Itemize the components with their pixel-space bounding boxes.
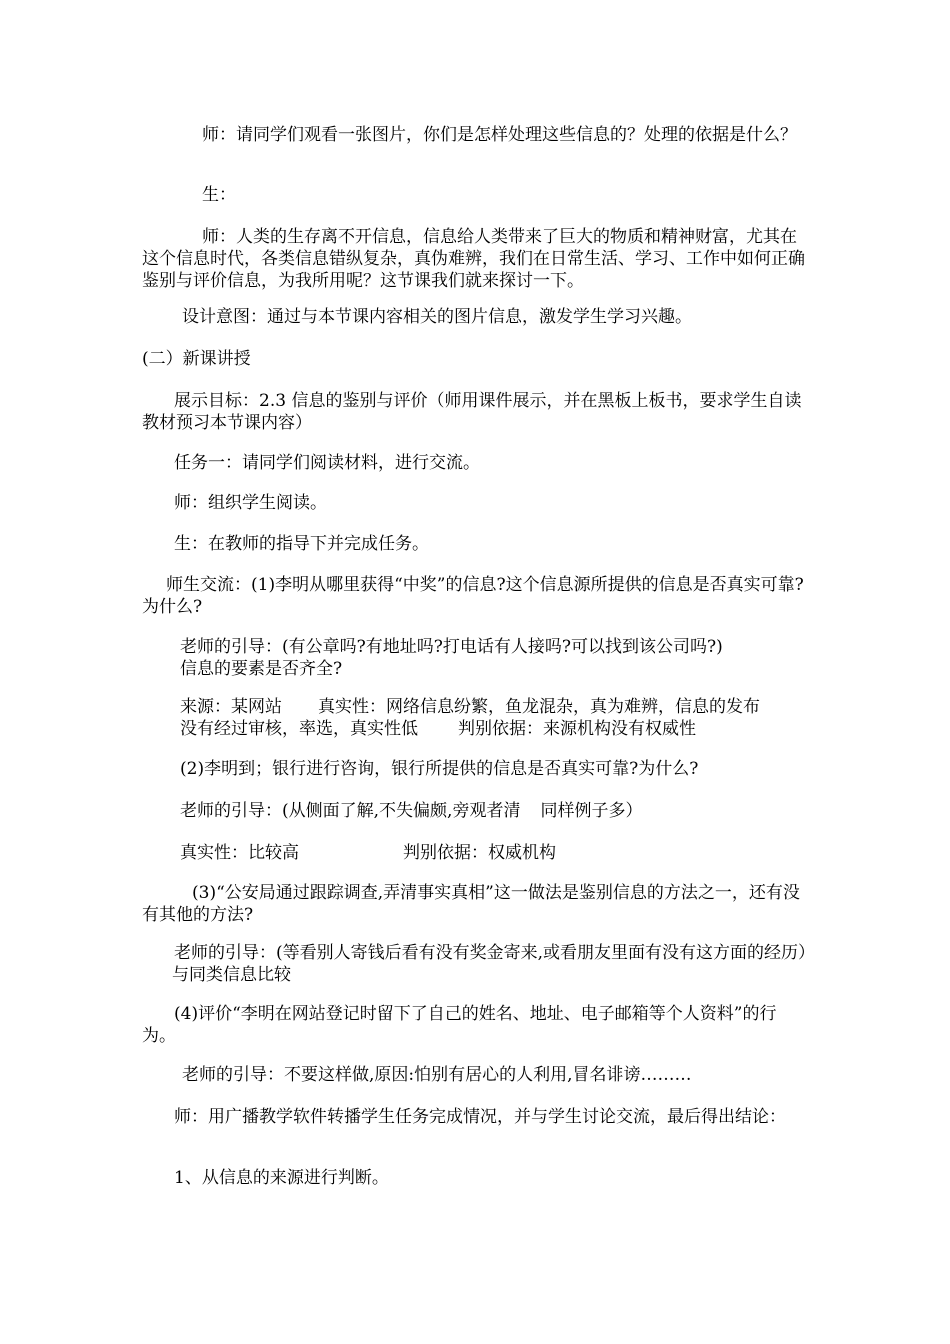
section-heading-new-lesson: (二）新课讲授 bbox=[142, 349, 251, 369]
paragraph-student-answer: 生： bbox=[202, 185, 236, 205]
paragraph-teacher-organize: 师：组织学生阅读。 bbox=[174, 493, 327, 513]
paragraph-guide-2 bbox=[180, 800, 820, 822]
guide-3-conclusion: 与同类信息比较 bbox=[172, 965, 291, 985]
paragraph-teacher-intro: 师：人类的生存离不开信息，信息给人类带来了巨大的物质和精神财富，尤其在这个信息时代，各类信息错纵复杂，真伪难辨，我们在日常生活、学习、工作中如何正确鉴别与评价信息，为我所用呢？这节课我们就来探讨一下。 bbox=[142, 227, 805, 291]
paragraph-bank-authenticity bbox=[180, 842, 820, 864]
paragraph-design-intent: 设计意图：通过与本节课内容相关的图片信息，激发学生学习兴趣。 bbox=[182, 307, 692, 327]
paragraph-guide-3 bbox=[142, 942, 816, 986]
paragraph-source-analysis bbox=[180, 696, 820, 740]
paragraph-exchange-1: 师生交流：(1)李明从哪里获得“中奖”的信息?这个信息源所提供的信息是否真实可靠?为什么? bbox=[142, 575, 804, 617]
paragraph-exchange-4: (4)评价“李明在网站登记时留下了自己的姓名、地址、电子邮箱等个人资料”的行为。 bbox=[142, 1004, 777, 1046]
paragraph-point-1: 1、从信息的来源进行判断。 bbox=[174, 1168, 389, 1188]
bank-judgment-basis: 判别依据：权威机构 bbox=[403, 843, 556, 863]
authenticity-text: 真实性：网络信息纷繁，鱼龙混杂，真为难辨，信息的发布 bbox=[318, 697, 760, 717]
paragraph-guide-4: 老师的引导：不要这样做,原因:怕别有居心的人利用,冒名诽谤……… bbox=[182, 1065, 692, 1085]
source-label: 来源：某网站 bbox=[180, 697, 282, 717]
paragraph-student-complete: 生：在教师的指导下并完成任务。 bbox=[174, 534, 429, 554]
paragraph-task-one: 任务一：请同学们阅读材料，进行交流。 bbox=[174, 453, 480, 473]
judgment-basis: 判别依据：来源机构没有权威性 bbox=[458, 719, 696, 739]
paragraph-exchange-2: (2)李明到；银行进行咨询，银行所提供的信息是否真实可靠?为什么? bbox=[180, 759, 699, 779]
bank-authenticity: 真实性：比较高 bbox=[180, 843, 299, 863]
paragraph-exchange-3: (3)“公安局通过跟踪调查,弄清事实真相”这一做法是鉴别信息的方法之一，还有没有其他的方法? bbox=[142, 883, 800, 925]
authenticity-continued: 没有经过审核，率选，真实性低 bbox=[180, 719, 418, 739]
paragraph-teacher-conclusion: 师：用广播教学软件转播学生任务完成情况，并与学生讨论交流，最后得出结论： bbox=[174, 1107, 786, 1127]
source-analysis-line-1 bbox=[180, 696, 820, 718]
guide-1-line-2: 信息的要素是否齐全? bbox=[180, 659, 343, 679]
source-analysis-line-2 bbox=[180, 718, 820, 740]
guide-1-line-1: 老师的引导：(有公章吗?有地址吗?打电话有人接吗?可以找到该公司吗?) bbox=[180, 637, 723, 657]
guide-3-text: 老师的引导：(等看别人寄钱后看有没有奖金寄来,或看朋友里面有没有这方面的经历） bbox=[174, 943, 816, 963]
paragraph-show-goal: 展示目标：2.3 信息的鉴别与评价（师用课件展示，并在黑板上板书，要求学生自读教材预习本节课内容） bbox=[142, 391, 802, 433]
guide-2-text: 老师的引导：(从侧面了解,不失偏颇,旁观者清 bbox=[180, 801, 521, 821]
paragraph-guide-1 bbox=[180, 636, 820, 680]
paragraph-teacher-question: 师：请同学们观看一张图片，你们是怎样处理这些信息的？处理的依据是什么？ bbox=[202, 125, 797, 145]
guide-2-extra: 同样例子多） bbox=[540, 801, 643, 821]
